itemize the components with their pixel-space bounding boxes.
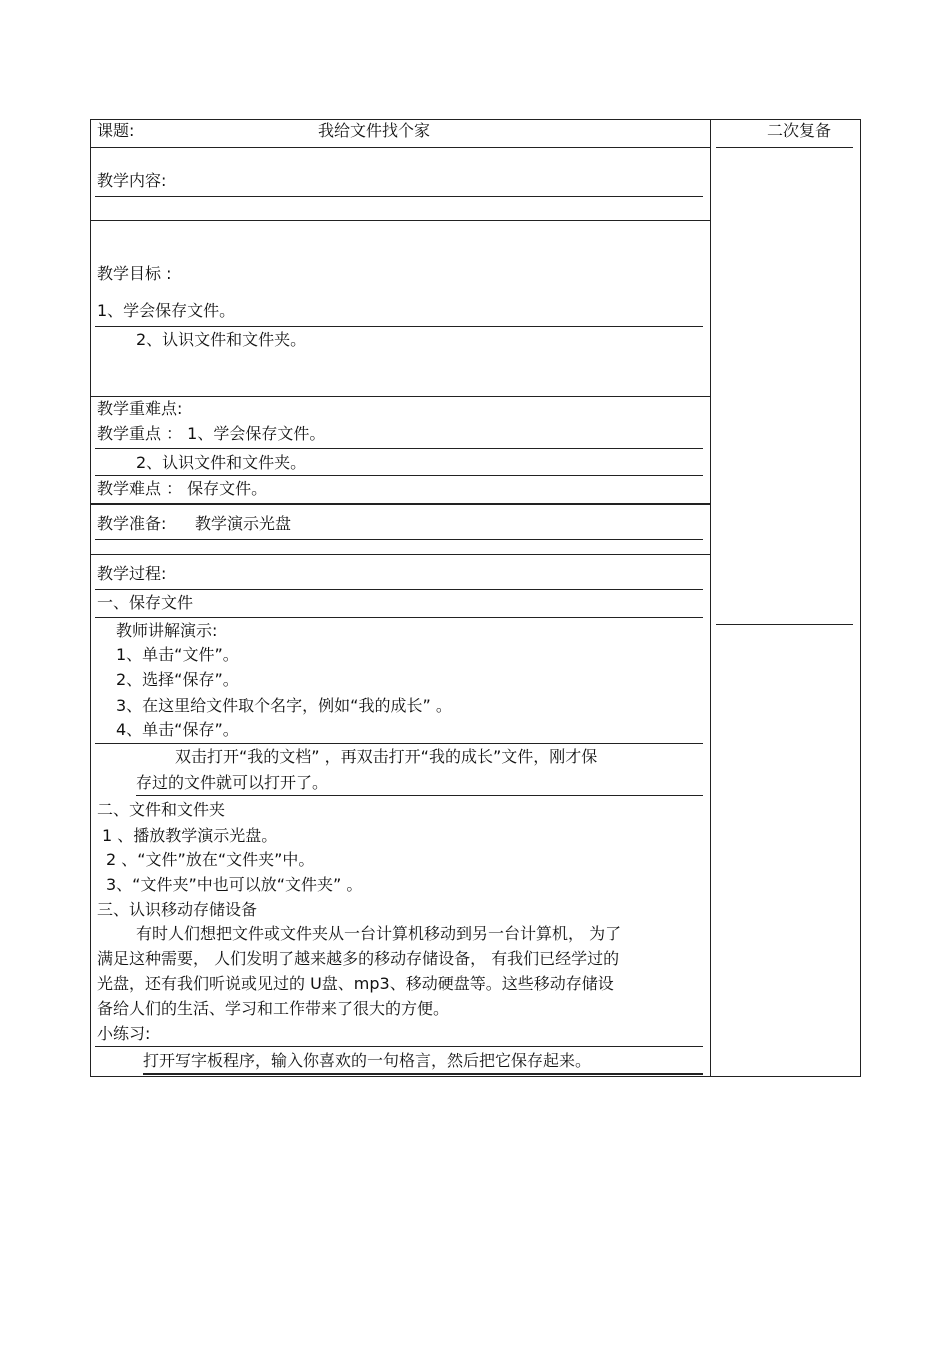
practice-text: 打开写字板程序，输入你喜欢的一句格言，然后把它保存起来。 (143, 1051, 592, 1070)
section2-heading: 二、文件和文件夹 (97, 800, 226, 819)
process-label: 教学过程: (97, 564, 167, 583)
goals-section-divider (90, 396, 710, 397)
practice-label: 小练习: (97, 1024, 151, 1043)
process-label-underline (95, 589, 703, 590)
step-3: 3、在这里给文件取个名字，例如“我的成长” 。 (116, 696, 452, 715)
review-column-line (716, 624, 853, 625)
key-points-label: 教学重难点: (97, 399, 183, 418)
content-section-divider (90, 220, 710, 221)
key-points-section-divider (90, 503, 710, 505)
content-label: 教学内容: (97, 171, 167, 190)
key-point-underline (95, 448, 703, 449)
section3-line-4: 备给人们的生活、学习和工作带来了很大的方便。 (97, 999, 450, 1018)
paragraph-underline (136, 795, 703, 796)
practice-underline (143, 1073, 703, 1075)
open-file-paragraph-line-2: 存过的文件就可以打开了。 (136, 773, 329, 792)
step-2: 2、选择“保存”。 (116, 670, 239, 689)
step-1: 1、单击“文件”。 (116, 645, 239, 664)
section3-line-2: 满足这种需要， 人们发明了越来越多的移动存储设备， 有我们已经学过的 (97, 949, 620, 968)
key-point-line-2: 2、认识文件和文件夹。 (136, 453, 307, 472)
section1-heading-underline (95, 617, 703, 618)
section3-heading: 三、认识移动存储设备 (97, 900, 258, 919)
preparation-value: 教学演示光盘 (195, 514, 292, 533)
open-file-paragraph-line-1: 双击打开“我的文档” ，再双击打开“我的成长”文件，刚才保 (175, 747, 598, 766)
review-header-underline (716, 147, 853, 148)
section3-line-1: 有时人们想把文件或文件夹从一台计算机移动到另一台计算机， 为了 (136, 924, 622, 943)
column-divider (710, 119, 711, 1076)
difficulty-line: 教学难点 ： 保存文件。 (97, 479, 268, 498)
section2-item-1: 1 、播放教学演示光盘。 (102, 826, 278, 845)
lesson-title: 我给文件找个家 (318, 121, 431, 140)
preparation-label: 教学准备: (97, 514, 167, 533)
review-column-title: 二次复备 (767, 121, 832, 140)
section2-item-2: 2 、“文件”放在“文件夹”中。 (106, 850, 315, 869)
goals-label: 教学目标 : (97, 264, 172, 283)
preparation-underline (95, 539, 703, 540)
steps-underline (95, 743, 703, 744)
content-underline (95, 196, 703, 197)
goal-item-2: 2、认识文件和文件夹。 (136, 330, 307, 349)
practice-label-underline (95, 1046, 703, 1047)
preparation-section-divider (90, 554, 710, 555)
key-point-underline-2 (95, 475, 703, 476)
header-divider (90, 147, 710, 148)
goals-underline (95, 326, 703, 327)
section3-line-3: 光盘，还有我们听说或见过的 U盘、mp3、移动硬盘等。这些移动存储设 (97, 974, 614, 993)
key-point-line: 教学重点 ： 1、学会保存文件。 (97, 424, 326, 443)
section1-heading: 一、保存文件 (97, 593, 194, 612)
section2-item-3: 3、“文件夹”中也可以放“文件夹” 。 (106, 875, 363, 894)
step-4: 4、单击“保存”。 (116, 720, 239, 739)
demo-label: 教师讲解演示: (116, 621, 218, 640)
subject-label: 课题: (97, 121, 135, 140)
goal-item-1: 1、学会保存文件。 (97, 301, 236, 320)
